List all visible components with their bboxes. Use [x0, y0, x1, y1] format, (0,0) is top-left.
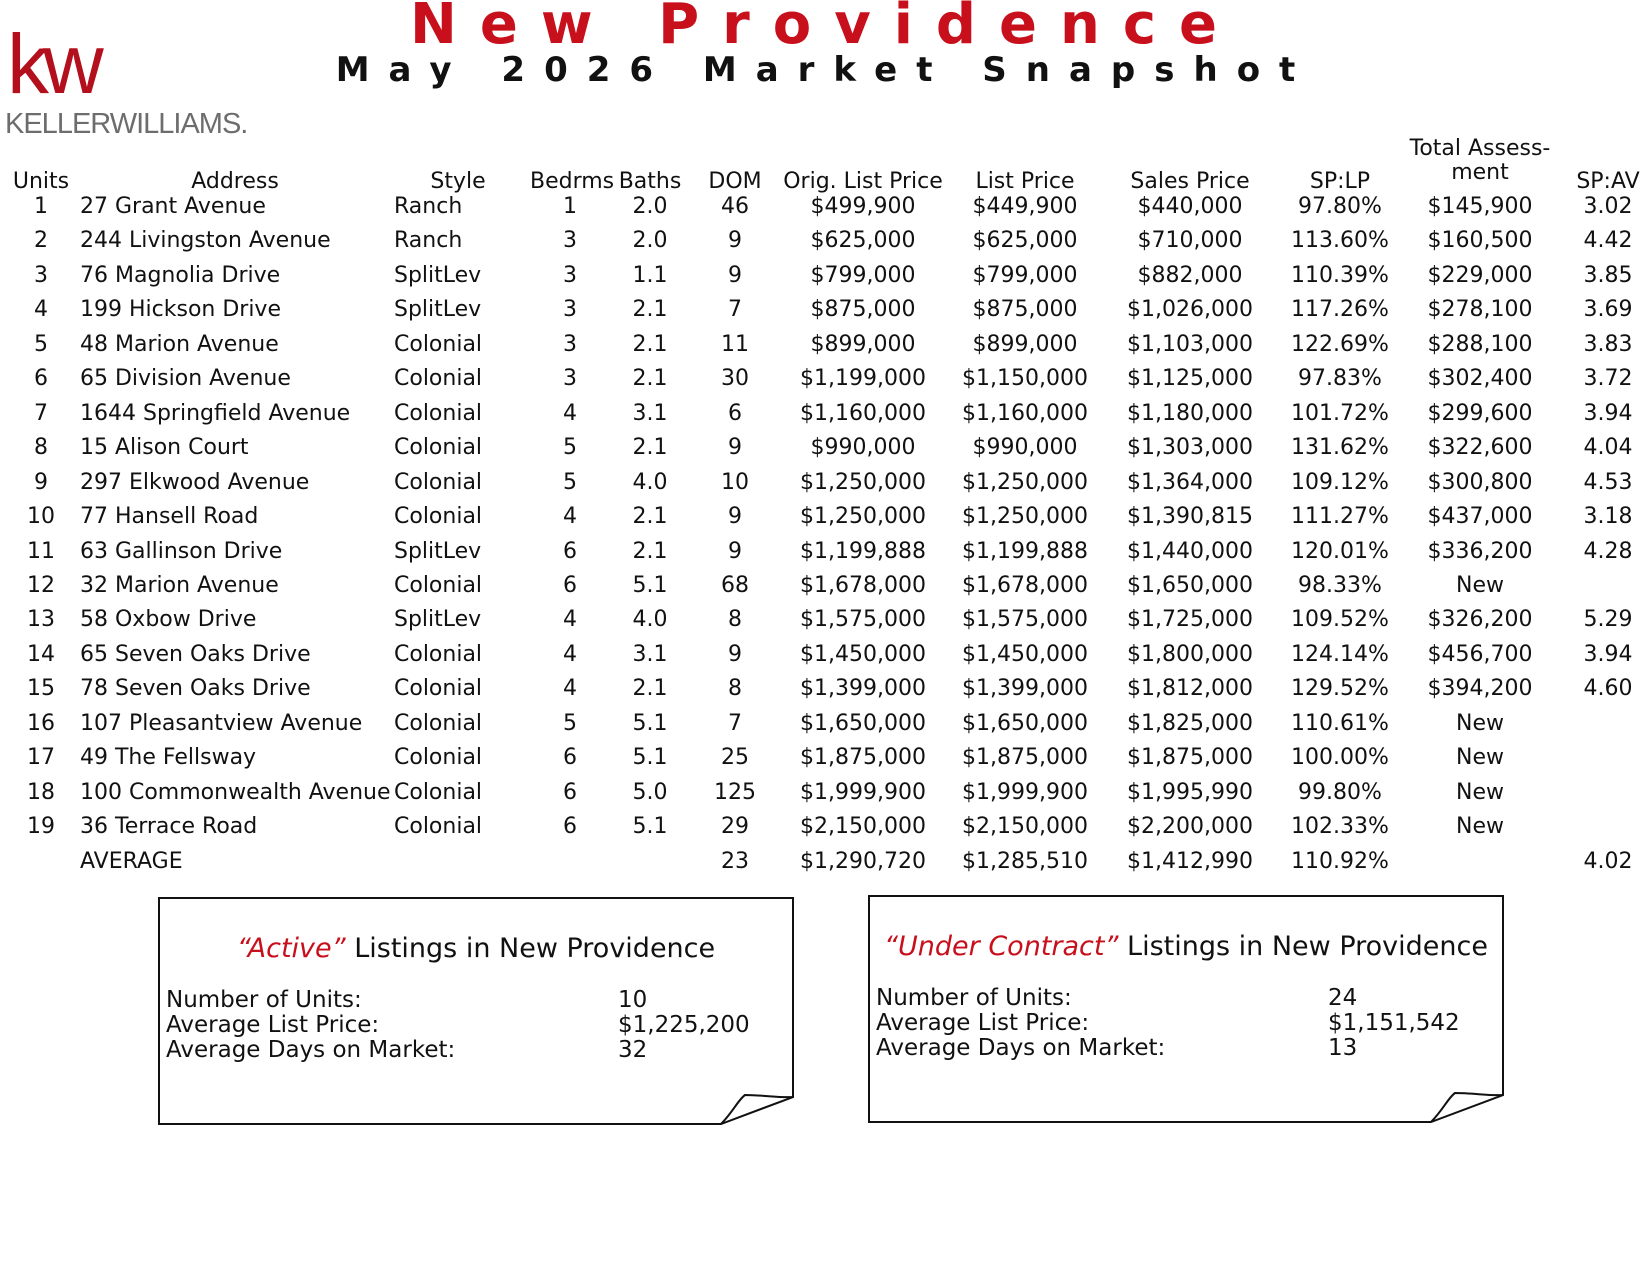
cell-style: Colonial — [394, 641, 483, 667]
cell-baths: 5.1 — [632, 572, 668, 598]
cell-spav: 4.53 — [1583, 469, 1633, 495]
cell-baths: 5.1 — [632, 710, 668, 736]
cell-sales: $2,200,000 — [1127, 814, 1253, 840]
cell-spav: 4.04 — [1583, 435, 1633, 461]
cell-unit: 19 — [27, 814, 55, 840]
cell-splp: 102.33% — [1291, 814, 1389, 840]
cell-sales: $1,364,000 — [1127, 469, 1253, 495]
cell-baths: 5.1 — [632, 814, 668, 840]
cell-splp: 100.00% — [1291, 745, 1389, 771]
cell-address: 32 Marion Avenue — [80, 572, 279, 598]
cell-list: $625,000 — [972, 228, 1078, 254]
cell-style: SplitLev — [394, 262, 482, 288]
active-box-label-units: Number of Units: — [166, 987, 362, 1013]
average-splp: 110.92% — [1291, 848, 1389, 874]
col-header-sp-lp: SP:LP — [1309, 169, 1371, 194]
cell-dom: 11 — [721, 331, 749, 357]
active-box-value-avg-dom: 32 — [618, 1037, 648, 1063]
cell-splp: 124.14% — [1291, 641, 1389, 667]
cell-list: $1,678,000 — [962, 572, 1088, 598]
cell-address: 27 Grant Avenue — [80, 194, 266, 219]
cell-spav: 3.02 — [1583, 194, 1633, 219]
cell-address: 76 Magnolia Drive — [80, 262, 281, 288]
cell-list: $899,000 — [972, 331, 1078, 357]
cell-style: Ranch — [394, 194, 463, 219]
cell-address: 15 Alison Court — [80, 435, 249, 461]
cell-orig: $799,000 — [810, 262, 916, 288]
cell-dom: 125 — [714, 779, 756, 805]
contract-box-label-avg-list: Average List Price: — [876, 1010, 1090, 1036]
cell-spav: 3.69 — [1583, 297, 1633, 323]
cell-unit: 10 — [27, 504, 55, 530]
cell-unit: 15 — [27, 676, 55, 702]
col-header-bedrms: Bedrms — [530, 169, 615, 194]
cell-bedrms: 6 — [563, 538, 577, 564]
cell-spav: 3.94 — [1583, 400, 1633, 426]
cell-list: $1,450,000 — [962, 641, 1088, 667]
cell-style: Colonial — [394, 331, 483, 357]
average-sales: $1,412,990 — [1127, 848, 1253, 874]
cell-bedrms: 3 — [563, 331, 577, 357]
cell-spav: 4.60 — [1583, 676, 1633, 702]
cell-address: 49 The Fellsway — [80, 745, 257, 771]
cell-unit: 8 — [34, 435, 48, 461]
cell-bedrms: 1 — [563, 194, 577, 219]
cell-splp: 109.12% — [1291, 469, 1389, 495]
cell-bedrms: 3 — [563, 228, 577, 254]
logo-mark: kw — [7, 17, 98, 111]
cell-sales: $1,650,000 — [1127, 572, 1253, 598]
active-box-title — [158, 933, 794, 964]
cell-bedrms: 4 — [563, 676, 577, 702]
cell-list: $1,650,000 — [962, 710, 1088, 736]
cell-baths: 5.0 — [632, 779, 668, 805]
cell-splp: 110.39% — [1291, 262, 1389, 288]
cell-assess: $326,200 — [1427, 607, 1533, 633]
cell-style: Colonial — [394, 366, 483, 392]
cell-orig: $1,450,000 — [800, 641, 926, 667]
contract-box-title — [868, 931, 1504, 962]
cell-address: 107 Pleasantview Avenue — [80, 710, 363, 736]
active-box-value-units: 10 — [618, 987, 648, 1013]
cell-dom: 9 — [728, 262, 742, 288]
cell-list: $1,199,888 — [962, 538, 1088, 564]
cell-address: 77 Hansell Road — [80, 504, 259, 530]
cell-style: Colonial — [394, 745, 483, 771]
cell-assess: $302,400 — [1427, 366, 1533, 392]
cell-style: Colonial — [394, 400, 483, 426]
cell-dom: 30 — [721, 366, 749, 392]
average-orig: $1,290,720 — [800, 848, 926, 874]
cell-sales: $882,000 — [1137, 262, 1243, 288]
cell-list: $990,000 — [972, 435, 1078, 461]
cell-unit: 9 — [34, 469, 48, 495]
cell-baths: 2.1 — [632, 504, 668, 530]
cell-baths: 2.1 — [632, 676, 668, 702]
cell-splp: 117.26% — [1291, 297, 1389, 323]
cell-address: 65 Seven Oaks Drive — [80, 641, 311, 667]
cell-dom: 68 — [721, 572, 749, 598]
cell-unit: 18 — [27, 779, 55, 805]
cell-assess: New — [1456, 814, 1504, 840]
cell-bedrms: 5 — [563, 710, 577, 736]
cell-assess: $322,600 — [1427, 435, 1533, 461]
cell-style: Colonial — [394, 710, 483, 736]
cell-assess: $336,200 — [1427, 538, 1533, 564]
cell-assess: $229,000 — [1427, 262, 1533, 288]
active-box-title-highlight: “Active” — [236, 933, 346, 964]
col-header-total-assessment-line1: Total Assess- — [1409, 136, 1551, 161]
cell-dom: 9 — [728, 228, 742, 254]
cell-spav: 4.28 — [1583, 538, 1633, 564]
cell-baths: 4.0 — [632, 469, 668, 495]
cell-unit: 7 — [34, 400, 48, 426]
cell-bedrms: 3 — [563, 366, 577, 392]
col-header-address: Address — [191, 169, 279, 194]
cell-sales: $1,125,000 — [1127, 366, 1253, 392]
cell-bedrms: 5 — [563, 435, 577, 461]
average-dom: 23 — [721, 848, 749, 874]
col-header-total-assessment-line2: ment — [1451, 160, 1509, 185]
cell-sales: $710,000 — [1137, 228, 1243, 254]
active-listings-box — [158, 897, 794, 1125]
cell-orig: $990,000 — [810, 435, 916, 461]
cell-spav: 5.29 — [1583, 607, 1633, 633]
cell-list: $799,000 — [972, 262, 1078, 288]
cell-sales: $1,812,000 — [1127, 676, 1253, 702]
cell-list: $1,399,000 — [962, 676, 1088, 702]
cell-spav: 3.85 — [1583, 262, 1633, 288]
cell-list: $1,150,000 — [962, 366, 1088, 392]
cell-list: $1,250,000 — [962, 469, 1088, 495]
cell-dom: 9 — [728, 538, 742, 564]
cell-list: $1,250,000 — [962, 504, 1088, 530]
active-box-title-rest: Listings in New Providence — [345, 933, 716, 964]
cell-address: 48 Marion Avenue — [80, 331, 279, 357]
cell-address: 78 Seven Oaks Drive — [80, 676, 311, 702]
cell-dom: 9 — [728, 504, 742, 530]
cell-bedrms: 4 — [563, 400, 577, 426]
cell-unit: 12 — [27, 572, 55, 598]
cell-address: 244 Livingston Avenue — [80, 228, 331, 254]
cell-address: 100 Commonwealth Avenue — [80, 779, 391, 805]
cell-sales: $440,000 — [1137, 194, 1243, 219]
cell-address: 63 Gallinson Drive — [80, 538, 283, 564]
cell-style: Colonial — [394, 779, 483, 805]
cell-bedrms: 3 — [563, 297, 577, 323]
cell-assess: $278,100 — [1427, 297, 1533, 323]
cell-bedrms: 6 — [563, 814, 577, 840]
cell-orig: $875,000 — [810, 297, 916, 323]
average-label: AVERAGE — [80, 848, 183, 874]
cell-baths: 3.1 — [632, 641, 668, 667]
cell-baths: 3.1 — [632, 400, 668, 426]
cell-orig: $1,575,000 — [800, 607, 926, 633]
average-list: $1,285,510 — [962, 848, 1088, 874]
col-header-orig-list-price: Orig. List Price — [783, 169, 943, 194]
contract-box-value-units: 24 — [1328, 985, 1358, 1011]
cell-list: $1,575,000 — [962, 607, 1088, 633]
cell-spav: 3.83 — [1583, 331, 1633, 357]
cell-dom: 25 — [721, 745, 749, 771]
cell-unit: 2 — [34, 228, 48, 254]
cell-sales: $1,995,990 — [1127, 779, 1253, 805]
cell-sales: $1,800,000 — [1127, 641, 1253, 667]
cell-bedrms: 4 — [563, 607, 577, 633]
cell-unit: 14 — [27, 641, 55, 667]
cell-assess: New — [1456, 572, 1504, 598]
cell-address: 297 Elkwood Avenue — [80, 469, 310, 495]
contract-box-title-highlight: “Under Contract” — [884, 931, 1119, 962]
cell-dom: 10 — [721, 469, 749, 495]
cell-orig: $1,199,000 — [800, 366, 926, 392]
cell-style: SplitLev — [394, 297, 482, 323]
cell-sales: $1,103,000 — [1127, 331, 1253, 357]
cell-style: Colonial — [394, 572, 483, 598]
logo-brand-williams: WILLIAMS. — [109, 108, 248, 140]
contract-box-value-avg-list: $1,151,542 — [1328, 1010, 1460, 1036]
col-header-dom: DOM — [708, 169, 762, 194]
cell-baths: 2.1 — [632, 297, 668, 323]
cell-sales: $1,725,000 — [1127, 607, 1253, 633]
col-header-units: Units — [12, 169, 70, 194]
cell-splp: 120.01% — [1291, 538, 1389, 564]
cell-unit: 4 — [34, 297, 48, 323]
cell-style: SplitLev — [394, 607, 482, 633]
cell-style: Colonial — [394, 435, 483, 461]
active-box-label-avg-list: Average List Price: — [166, 1012, 380, 1038]
cell-unit: 1 — [34, 194, 48, 219]
contract-box-label-units: Number of Units: — [876, 985, 1072, 1011]
cell-orig: $1,199,888 — [800, 538, 926, 564]
cell-spav: 3.72 — [1583, 366, 1633, 392]
cell-splp: 129.52% — [1291, 676, 1389, 702]
cell-orig: $2,150,000 — [800, 814, 926, 840]
cell-orig: $1,399,000 — [800, 676, 926, 702]
cell-style: Colonial — [394, 676, 483, 702]
cell-address: 36 Terrace Road — [80, 814, 258, 840]
cell-address: 199 Hickson Drive — [80, 297, 281, 323]
cell-unit: 13 — [27, 607, 55, 633]
page-title: New Providence — [409, 0, 1241, 57]
cell-list: $875,000 — [972, 297, 1078, 323]
col-header-baths: Baths — [618, 169, 682, 194]
cell-list: $1,875,000 — [962, 745, 1088, 771]
cell-splp: 131.62% — [1291, 435, 1389, 461]
cell-baths: 1.1 — [632, 262, 668, 288]
cell-sales: $1,390,815 — [1127, 504, 1253, 530]
cell-bedrms: 6 — [563, 745, 577, 771]
col-header-sp-av: SP:AV — [1576, 169, 1640, 194]
contract-box-value-avg-dom: 13 — [1328, 1035, 1358, 1061]
cell-baths: 5.1 — [632, 745, 668, 771]
cell-spav: 3.18 — [1583, 504, 1633, 530]
cell-sales: $1,440,000 — [1127, 538, 1253, 564]
cell-dom: 46 — [721, 194, 749, 219]
cell-baths: 2.1 — [632, 331, 668, 357]
cell-orig: $1,650,000 — [800, 710, 926, 736]
cell-baths: 2.1 — [632, 538, 668, 564]
cell-orig: $1,250,000 — [800, 504, 926, 530]
active-box-value-avg-list: $1,225,200 — [618, 1012, 750, 1038]
cell-style: Colonial — [394, 469, 483, 495]
cell-unit: 16 — [27, 710, 55, 736]
cell-splp: 97.83% — [1298, 366, 1382, 392]
cell-address: 65 Division Avenue — [80, 366, 291, 392]
cell-dom: 8 — [728, 676, 742, 702]
cell-sales: $1,026,000 — [1127, 297, 1253, 323]
cell-bedrms: 6 — [563, 572, 577, 598]
cell-splp: 97.80% — [1298, 194, 1382, 219]
cell-baths: 2.0 — [632, 228, 668, 254]
cell-baths: 4.0 — [632, 607, 668, 633]
cell-splp: 111.27% — [1291, 504, 1389, 530]
logo-brand-keller: KELLER — [5, 108, 110, 140]
logo-wordmark — [5, 108, 248, 141]
cell-orig: $899,000 — [810, 331, 916, 357]
cell-bedrms: 4 — [563, 504, 577, 530]
cell-bedrms: 6 — [563, 779, 577, 805]
cell-dom: 7 — [728, 297, 742, 323]
under-contract-listings-box — [868, 895, 1504, 1123]
cell-orig: $625,000 — [810, 228, 916, 254]
cell-bedrms: 4 — [563, 641, 577, 667]
cell-sales: $1,180,000 — [1127, 400, 1253, 426]
cell-splp: 98.33% — [1298, 572, 1382, 598]
cell-dom: 6 — [728, 400, 742, 426]
cell-assess: $394,200 — [1427, 676, 1533, 702]
cell-spav: 4.42 — [1583, 228, 1633, 254]
cell-unit: 3 — [34, 262, 48, 288]
cell-unit: 5 — [34, 331, 48, 357]
cell-spav: 3.94 — [1583, 641, 1633, 667]
col-header-style: Style — [430, 169, 486, 194]
cell-sales: $1,875,000 — [1127, 745, 1253, 771]
cell-bedrms: 3 — [563, 262, 577, 288]
cell-style: Colonial — [394, 814, 483, 840]
cell-style: SplitLev — [394, 538, 482, 564]
contract-box-label-avg-dom: Average Days on Market: — [876, 1035, 1166, 1061]
cell-address: 58 Oxbow Drive — [80, 607, 257, 633]
cell-splp: 113.60% — [1291, 228, 1389, 254]
cell-orig: $1,160,000 — [800, 400, 926, 426]
cell-style: Ranch — [394, 228, 463, 254]
cell-orig: $1,678,000 — [800, 572, 926, 598]
cell-splp: 101.72% — [1291, 400, 1389, 426]
cell-orig: $1,250,000 — [800, 469, 926, 495]
cell-unit: 11 — [27, 538, 55, 564]
contract-box-title-rest: Listings in New Providence — [1118, 931, 1488, 962]
col-header-total-assessment — [1400, 137, 1560, 185]
page-subtitle: May 2026 Market Snapshot — [335, 50, 1315, 90]
cell-style: Colonial — [394, 504, 483, 530]
cell-sales: $1,303,000 — [1127, 435, 1253, 461]
cell-dom: 29 — [721, 814, 749, 840]
cell-splp: 109.52% — [1291, 607, 1389, 633]
cell-address: 1644 Springfield Avenue — [80, 400, 351, 426]
cell-unit: 6 — [34, 366, 48, 392]
cell-baths: 2.0 — [632, 194, 668, 219]
cell-assess: $160,500 — [1427, 228, 1533, 254]
cell-assess: $299,600 — [1427, 400, 1533, 426]
cell-list: $449,900 — [972, 194, 1078, 219]
cell-dom: 9 — [728, 435, 742, 461]
cell-dom: 8 — [728, 607, 742, 633]
cell-assess: $288,100 — [1427, 331, 1533, 357]
cell-list: $2,150,000 — [962, 814, 1088, 840]
average-spav: 4.02 — [1583, 848, 1633, 874]
cell-assess: $145,900 — [1427, 194, 1533, 219]
active-box-label-avg-dom: Average Days on Market: — [166, 1037, 456, 1063]
cell-baths: 2.1 — [632, 366, 668, 392]
cell-list: $1,160,000 — [962, 400, 1088, 426]
cell-list: $1,999,900 — [962, 779, 1088, 805]
cell-orig: $1,875,000 — [800, 745, 926, 771]
cell-unit: 17 — [27, 745, 55, 771]
cell-assess: New — [1456, 779, 1504, 805]
cell-splp: 110.61% — [1291, 710, 1389, 736]
cell-dom: 7 — [728, 710, 742, 736]
cell-assess: $437,000 — [1427, 504, 1533, 530]
cell-assess: $300,800 — [1427, 469, 1533, 495]
cell-assess: New — [1456, 745, 1504, 771]
cell-bedrms: 5 — [563, 469, 577, 495]
cell-splp: 99.80% — [1298, 779, 1382, 805]
cell-splp: 122.69% — [1291, 331, 1389, 357]
col-header-list-price: List Price — [975, 169, 1075, 194]
cell-baths: 2.1 — [632, 435, 668, 461]
cell-dom: 9 — [728, 641, 742, 667]
cell-assess: $456,700 — [1427, 641, 1533, 667]
col-header-sales-price: Sales Price — [1130, 169, 1250, 194]
cell-orig: $499,900 — [810, 194, 916, 219]
cell-orig: $1,999,900 — [800, 779, 926, 805]
cell-assess: New — [1456, 710, 1504, 736]
cell-sales: $1,825,000 — [1127, 710, 1253, 736]
